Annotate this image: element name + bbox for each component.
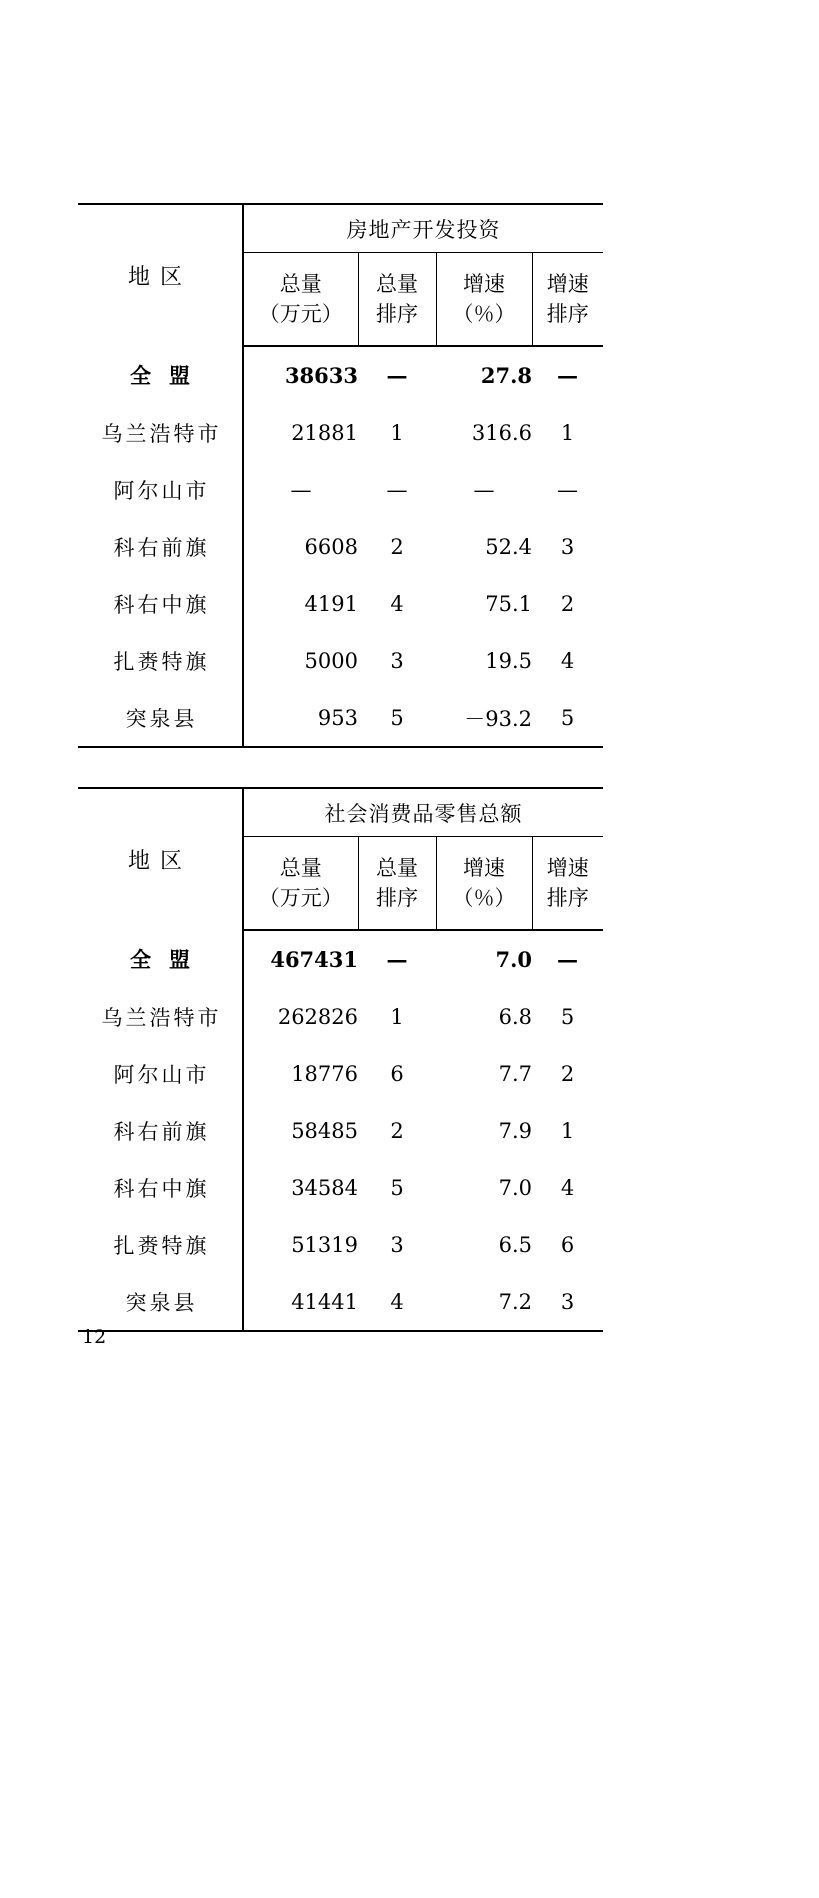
row-total-rank: —: [386, 363, 408, 388]
row-region: 科右中旗: [78, 1159, 243, 1216]
header-col-total: 总量 （万元）: [243, 837, 358, 931]
row-region: 全盟: [78, 346, 243, 404]
header-group-label: 社会消费品零售总额: [243, 788, 603, 837]
row-total-rank: 3: [390, 1232, 404, 1257]
row-rate-rank: 4: [560, 648, 575, 673]
header-col-total-rank: 总量 排序: [358, 837, 436, 931]
table-row: [78, 461, 603, 518]
row-total-rank: —: [386, 477, 408, 502]
table-row: [78, 930, 603, 988]
table-row: [78, 346, 603, 404]
row-rate-rank: 5: [560, 1004, 575, 1029]
row-rate: 7.7: [498, 1061, 532, 1086]
row-total: 6608: [304, 534, 358, 559]
table-header-group-row: [78, 204, 603, 253]
row-rate-rank: 3: [560, 534, 575, 559]
row-total: 4191: [304, 591, 358, 616]
row-region: 全盟: [78, 930, 243, 988]
row-total-rank: 4: [358, 1273, 436, 1331]
row-rate-rank: 2: [560, 591, 575, 616]
statistics-table-retail: [78, 787, 603, 1332]
table-row: [78, 518, 603, 575]
row-rate: 7.9: [498, 1118, 532, 1143]
row-rate: 19.5: [485, 648, 532, 673]
table-row: [78, 575, 603, 632]
header-col-rate: 增速 （％）: [436, 253, 532, 347]
row-rate: －93.2: [436, 689, 532, 747]
table-row: [78, 632, 603, 689]
table-row: [78, 1216, 603, 1273]
row-total-rank: 6: [390, 1061, 404, 1086]
table-row: [78, 404, 603, 461]
row-region: 科右前旗: [78, 1102, 243, 1159]
table-row: [78, 689, 603, 747]
header-col-total: 总量 （万元）: [243, 253, 358, 347]
row-total-rank: 5: [358, 689, 436, 747]
row-region: 突泉县: [78, 689, 243, 747]
row-rate-rank: 1: [560, 420, 575, 445]
row-total-rank: 2: [390, 534, 404, 559]
row-region: 科右中旗: [78, 575, 243, 632]
row-rate: 7.0: [498, 1175, 532, 1200]
row-region: 乌兰浩特市: [78, 988, 243, 1045]
row-region: 阿尔山市: [78, 1045, 243, 1102]
table-row: [78, 1273, 603, 1331]
row-rate: 52.4: [485, 534, 532, 559]
row-rate-rank: 2: [560, 1061, 575, 1086]
row-total-rank: 3: [390, 648, 404, 673]
row-total: 51319: [291, 1232, 358, 1257]
row-total-rank: 5: [390, 1175, 404, 1200]
header-col-rate-rank: 增速 排序: [532, 837, 603, 931]
header-group-label: 房地产开发投资: [243, 204, 603, 253]
row-total: 953: [243, 689, 358, 747]
row-total: 38633: [284, 363, 358, 388]
row-region: 扎赉特旗: [78, 632, 243, 689]
row-total-rank: 1: [390, 420, 404, 445]
row-rate-rank: 4: [560, 1175, 575, 1200]
row-rate: —: [473, 477, 495, 502]
row-rate: 6.8: [498, 1004, 532, 1029]
table: [78, 203, 603, 748]
row-total: 18776: [291, 1061, 358, 1086]
row-total: 34584: [291, 1175, 358, 1200]
row-total: 21881: [291, 420, 358, 445]
row-total: —: [290, 477, 312, 502]
row-total: 467431: [270, 947, 358, 972]
table: [78, 787, 603, 1332]
row-rate-rank: —: [557, 477, 578, 502]
table-row: [78, 988, 603, 1045]
row-region: 乌兰浩特市: [78, 404, 243, 461]
row-rate-rank: 6: [560, 1232, 575, 1257]
row-rate-rank: 3: [532, 1273, 603, 1331]
row-region: 阿尔山市: [78, 461, 243, 518]
row-rate: 6.5: [498, 1232, 532, 1257]
row-region: 突泉县: [78, 1273, 243, 1331]
row-rate-rank: —: [557, 947, 578, 972]
header-region-cell: [78, 204, 243, 346]
header-region-label: 地区: [127, 849, 192, 874]
row-rate-rank: 5: [532, 689, 603, 747]
table-header-group-row: [78, 788, 603, 837]
row-rate: 316.6: [471, 420, 532, 445]
row-rate-rank: —: [557, 363, 578, 388]
row-region: 科右前旗: [78, 518, 243, 575]
row-total: 262826: [277, 1004, 358, 1029]
row-rate: 7.0: [495, 947, 532, 972]
row-total-rank: —: [386, 947, 408, 972]
row-total: 41441: [243, 1273, 358, 1331]
page-number: 12: [82, 1326, 107, 1348]
row-rate-rank: 1: [560, 1118, 575, 1143]
header-col-rate-rank: 增速 排序: [532, 253, 603, 347]
row-total-rank: 1: [390, 1004, 404, 1029]
header-col-total-rank: 总量 排序: [358, 253, 436, 347]
row-rate: 75.1: [485, 591, 532, 616]
header-col-rate: 增速 （％）: [436, 837, 532, 931]
header-region-label: 地区: [127, 265, 192, 290]
row-total: 58485: [291, 1118, 358, 1143]
row-rate: 7.2: [436, 1273, 532, 1331]
table-row: [78, 1045, 603, 1102]
row-total-rank: 4: [390, 591, 404, 616]
header-region-cell: [78, 788, 243, 930]
statistics-table-real-estate: [78, 203, 603, 748]
row-region: 扎赉特旗: [78, 1216, 243, 1273]
row-rate: 27.8: [480, 363, 532, 388]
row-total: 5000: [304, 648, 358, 673]
table-row: [78, 1102, 603, 1159]
table-row: [78, 1159, 603, 1216]
row-total-rank: 2: [390, 1118, 404, 1143]
